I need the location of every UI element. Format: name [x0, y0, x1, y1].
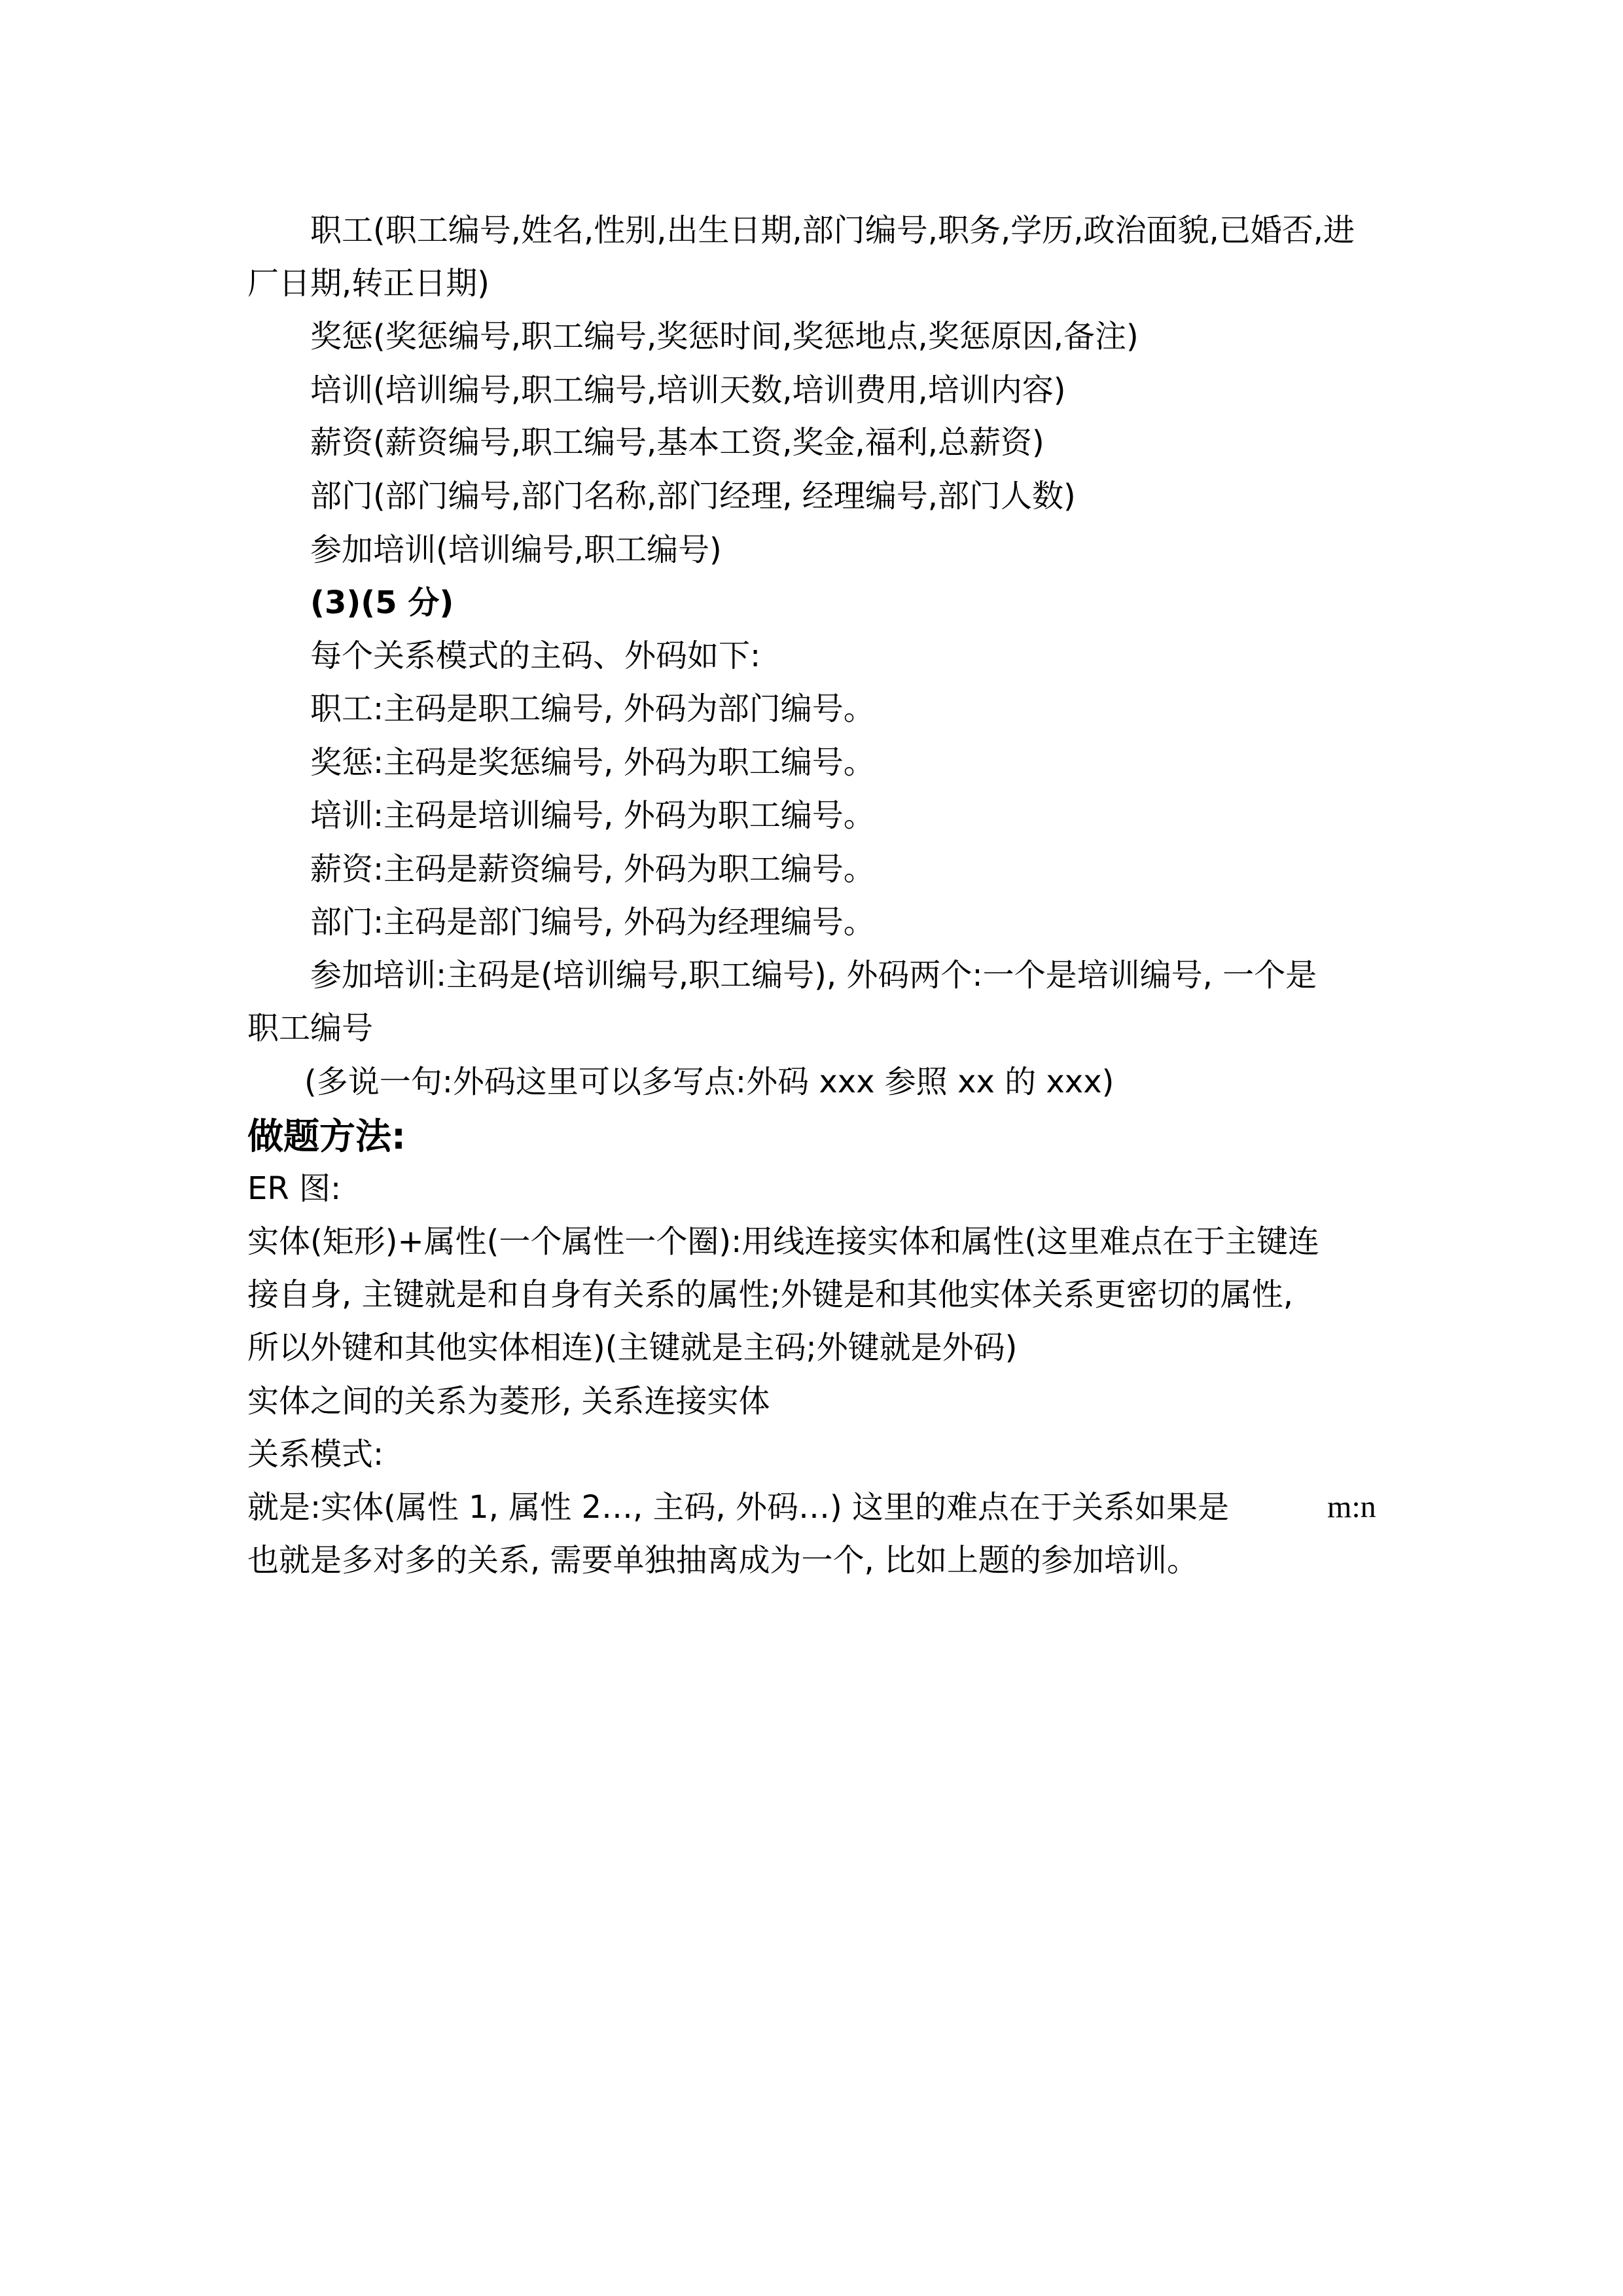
schema-line-reward: 奖惩(奖惩编号,职工编号,奖惩时间,奖惩地点,奖惩原因,备注) [310, 318, 1139, 355]
schema-method-label: 关系模式: [247, 1436, 384, 1473]
keys-intro: 每个关系模式的主码、外码如下: [310, 637, 761, 674]
schema-line-employee: 职工(职工编号,姓名,性别,出生日期,部门编号,职务,学历,政治面貌,已婚否,进 [310, 212, 1355, 249]
schema-line-employee-cont: 厂日期,转正日期) [247, 265, 490, 302]
er-label: ER 图: [247, 1170, 342, 1207]
keys-line-join-training: 参加培训:主码是(培训编号,职工编号), 外码两个:一个是培训编号, 一个是 [310, 957, 1317, 994]
schema-line-join-training: 参加培训(培训编号,职工编号) [310, 531, 722, 568]
er-line-3: 所以外键和其他实体相连)(主键就是主码;外键就是外码) [247, 1329, 1018, 1366]
er-line-2: 接自身, 主键就是和自身有关系的属性;外键是和其他实体关系更密切的属性, [247, 1276, 1293, 1313]
schema-method-line-2: 也就是多对多的关系, 需要单独抽离成为一个, 比如上题的参加培训。 [247, 1542, 1199, 1579]
extra-note: (多说一句:外码这里可以多写点:外码 xxx 参照 xx 的 xxx) [304, 1064, 1115, 1100]
er-line-1: 实体(矩形)+属性(一个属性一个圈):用线连接实体和属性(这里难点在于主键连 [247, 1223, 1320, 1260]
keys-line-reward: 奖惩:主码是奖惩编号, 外码为职工编号。 [310, 744, 875, 781]
keys-line-department: 部门:主码是部门编号, 外码为经理编号。 [310, 904, 875, 941]
schema-line-salary: 薪资(薪资编号,职工编号,基本工资,奖金,福利,总薪资) [310, 424, 1044, 461]
schema-method-line-1: 就是:实体(属性 1, 属性 2…, 主码, 外码…) 这里的难点在于关系如果是 [247, 1489, 1230, 1526]
er-line-4: 实体之间的关系为菱形, 关系连接实体 [247, 1383, 770, 1420]
keys-line-salary: 薪资:主码是薪资编号, 外码为职工编号。 [310, 851, 875, 888]
method-heading: 做题方法: [247, 1115, 406, 1157]
score-label: (3)(5 分) [310, 584, 454, 621]
keys-line-employee: 职工:主码是职工编号, 外码为部门编号。 [310, 691, 875, 727]
keys-line-join-training-cont: 职工编号 [247, 1010, 374, 1047]
mn-notation: m:n [1327, 1490, 1376, 1524]
schema-line-training: 培训(培训编号,职工编号,培训天数,培训费用,培训内容) [310, 372, 1066, 408]
schema-line-department: 部门(部门编号,部门名称,部门经理, 经理编号,部门人数) [310, 478, 1076, 514]
keys-line-training: 培训:主码是培训编号, 外码为职工编号。 [310, 797, 875, 834]
